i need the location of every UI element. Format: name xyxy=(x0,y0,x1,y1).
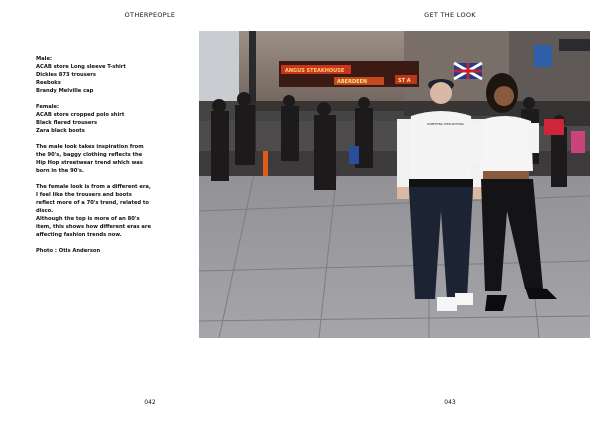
paragraph-line: affecting fashion trends now. xyxy=(36,232,122,238)
paragraph-line: The male look takes inspiration from xyxy=(36,144,144,150)
paragraph-line: born in the 90's. xyxy=(36,168,84,174)
paragraph-line: item, this shows how different eras are xyxy=(36,224,152,230)
male-item: ACAB store Long sleeve T-shirt xyxy=(36,64,126,70)
male-item: Brandy Melville cap xyxy=(36,88,94,94)
paragraph-line: Hip Hop streetwear trend which was xyxy=(36,160,143,166)
female-section xyxy=(36,103,176,135)
paragraph-line: Although the top is more of an 80's xyxy=(36,216,140,222)
female-item: Black flared trousers xyxy=(36,120,98,126)
page-number-left: 042 xyxy=(144,399,156,406)
female-heading: Female: xyxy=(36,104,60,110)
paragraph-line: I feel like the trousers and boots xyxy=(36,192,132,198)
paragraph-line: the 90's, baggy clothing reflects the xyxy=(36,152,143,158)
paragraph-male-look xyxy=(36,143,176,175)
male-heading: Male: xyxy=(36,56,53,62)
female-item: ACAB store cropped polo shirt xyxy=(36,112,125,118)
paragraph-line: reflect more of a 70's trend, related to xyxy=(36,200,149,206)
article-text xyxy=(36,55,176,263)
shirt-print: SOMETHING THEN NOTHING xyxy=(427,123,464,126)
shop-sign: ANGUS STEAKHOUSE xyxy=(285,68,345,74)
page-number-right: 043 xyxy=(444,399,456,406)
female-item: Zara black boots xyxy=(36,128,85,134)
paragraph-line: disco. xyxy=(36,208,54,214)
male-item: Reeboks xyxy=(36,80,61,86)
running-head-right: GET THE LOOK xyxy=(424,11,476,19)
paragraph-female-look xyxy=(36,183,176,239)
shop-sign: ABERDEEN xyxy=(337,79,368,85)
male-item: Dickies 873 trousers xyxy=(36,72,96,78)
paragraph-line: The female look is from a different era, xyxy=(36,184,151,190)
street-style-photo xyxy=(199,31,590,338)
male-section xyxy=(36,55,176,95)
running-head-left: OTHERPEOPLE xyxy=(124,11,176,19)
shop-sign: ST A xyxy=(398,78,411,84)
photo-credit: Photo : Otis Anderson xyxy=(36,248,101,254)
